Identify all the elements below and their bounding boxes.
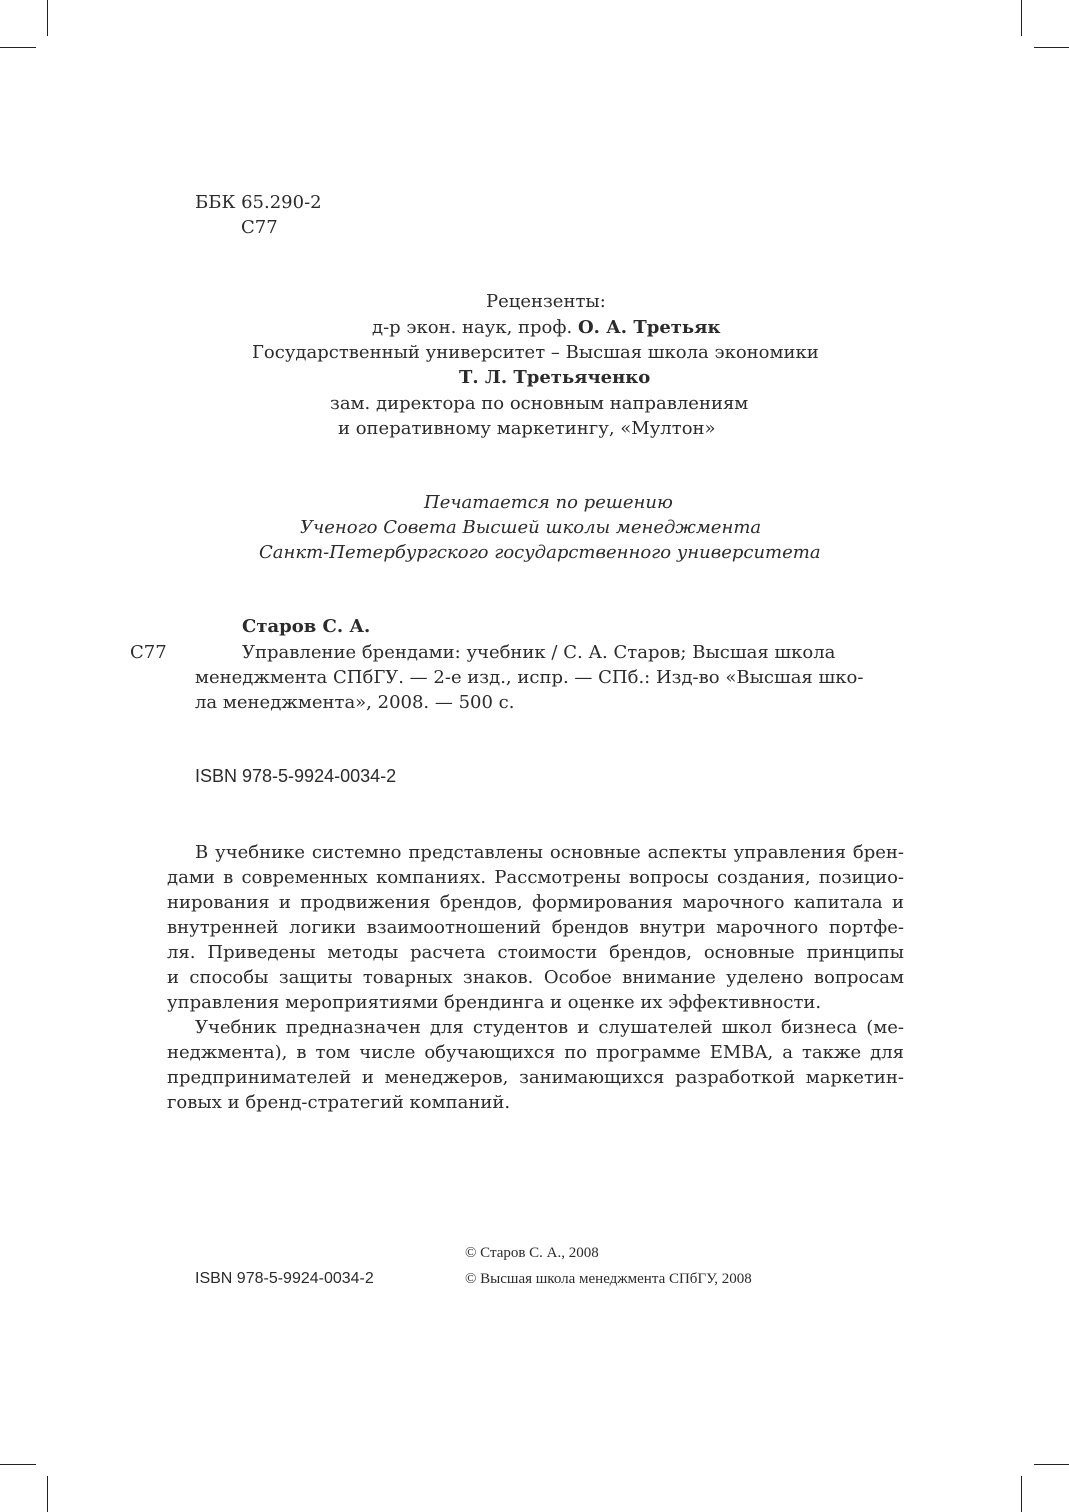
reviewer-1-line xyxy=(372,315,720,340)
crop-mark-bottom-left-horizontal xyxy=(0,1464,36,1465)
reviewer-1-prefix: д-р экон. наук, проф. xyxy=(372,317,573,338)
bibliography-code: С77 xyxy=(130,642,167,663)
abstract-p1-line-1: В учебнике системно представлены основные аспекты управления брен- xyxy=(195,842,904,863)
bibliography-author: Старов С. А. xyxy=(242,616,371,637)
bbk-index: ББК 65.290-2 xyxy=(195,192,322,213)
abstract-p1-line-5: ля. Приведены методы расчета стоимости брендов, основные принципы xyxy=(167,942,904,963)
crop-mark-top-left-horizontal xyxy=(0,47,36,48)
abstract xyxy=(167,840,904,1115)
approval-line-3: Санкт-Петербургского государственного университета xyxy=(259,542,821,563)
abstract-p2-line-3: предпринимателей и менеджеров, занимающихся разработкой маркетин- xyxy=(167,1067,904,1088)
abstract-p2-line-2: неджмента), в том числе обучающихся по программе EMBA, а также для xyxy=(167,1042,904,1063)
reviewer-2-name: Т. Л. Третьяченко xyxy=(459,367,651,388)
copyright-author: © Старов С. А., 2008 xyxy=(465,1245,599,1261)
crop-mark-top-left-vertical xyxy=(47,0,48,36)
abstract-p1-line-4: внутренней логики взаимоотношений брендов внутри марочного портфе- xyxy=(167,917,904,938)
bibliography-line-1: Управление брендами: учебник / С. А. Старов; Высшая школа xyxy=(242,642,836,663)
reviewer-2-affiliation-1: зам. директора по основным направлениям xyxy=(330,393,749,414)
crop-mark-top-right-horizontal xyxy=(1034,47,1069,48)
approval-line-1: Печатается по решению xyxy=(424,492,673,513)
crop-mark-bottom-right-vertical xyxy=(1021,1476,1022,1512)
abstract-p1-line-7: управления мероприятиями брендинга и оценке их эффективности. xyxy=(167,992,822,1013)
crop-mark-bottom-left-vertical xyxy=(47,1476,48,1512)
crop-mark-bottom-right-horizontal xyxy=(1034,1464,1069,1465)
abstract-p2-line-1: Учебник предназначен для студентов и слушателей школ бизнеса (ме- xyxy=(195,1017,904,1038)
crop-mark-top-right-vertical xyxy=(1021,0,1022,36)
reviewers-heading: Рецензенты: xyxy=(486,291,606,312)
abstract-p2-line-4: говых и бренд-стратегий компаний. xyxy=(167,1092,511,1113)
approval-line-2: Ученого Совета Высшей школы менеджмента xyxy=(300,517,762,538)
reviewer-1-affiliation: Государственный университет – Высшая школа экономики xyxy=(252,342,819,363)
reviewer-1-name: О. А. Третьяк xyxy=(577,317,721,338)
abstract-p1-line-6: и способы защиты товарных знаков. Особое внимание уделено вопросам xyxy=(167,967,904,988)
isbn: ISBN 978-5-9924-0034-2 xyxy=(195,766,397,786)
footer-isbn: ISBN 978-5-9924-0034-2 xyxy=(195,1270,374,1287)
bibliography-line-3: ла менеджмента», 2008. — 500 с. xyxy=(195,692,515,713)
author-sign-code: С77 xyxy=(241,217,278,238)
abstract-p1-line-2: дами в современных компаниях. Рассмотрены вопросы создания, позицио- xyxy=(167,867,904,888)
reviewer-2-affiliation-2: и оперативному маркетингу, «Мултон» xyxy=(338,418,716,439)
bibliography-line-2: менеджмента СПбГУ. — 2-е изд., испр. — СПб.: Изд-во «Высшая шко- xyxy=(195,667,864,688)
abstract-p1-line-3: нирования и продвижения брендов, формирования марочного капитала и xyxy=(167,892,904,913)
copyright-publisher: © Высшая школа менеджмента СПбГУ, 2008 xyxy=(465,1271,752,1287)
